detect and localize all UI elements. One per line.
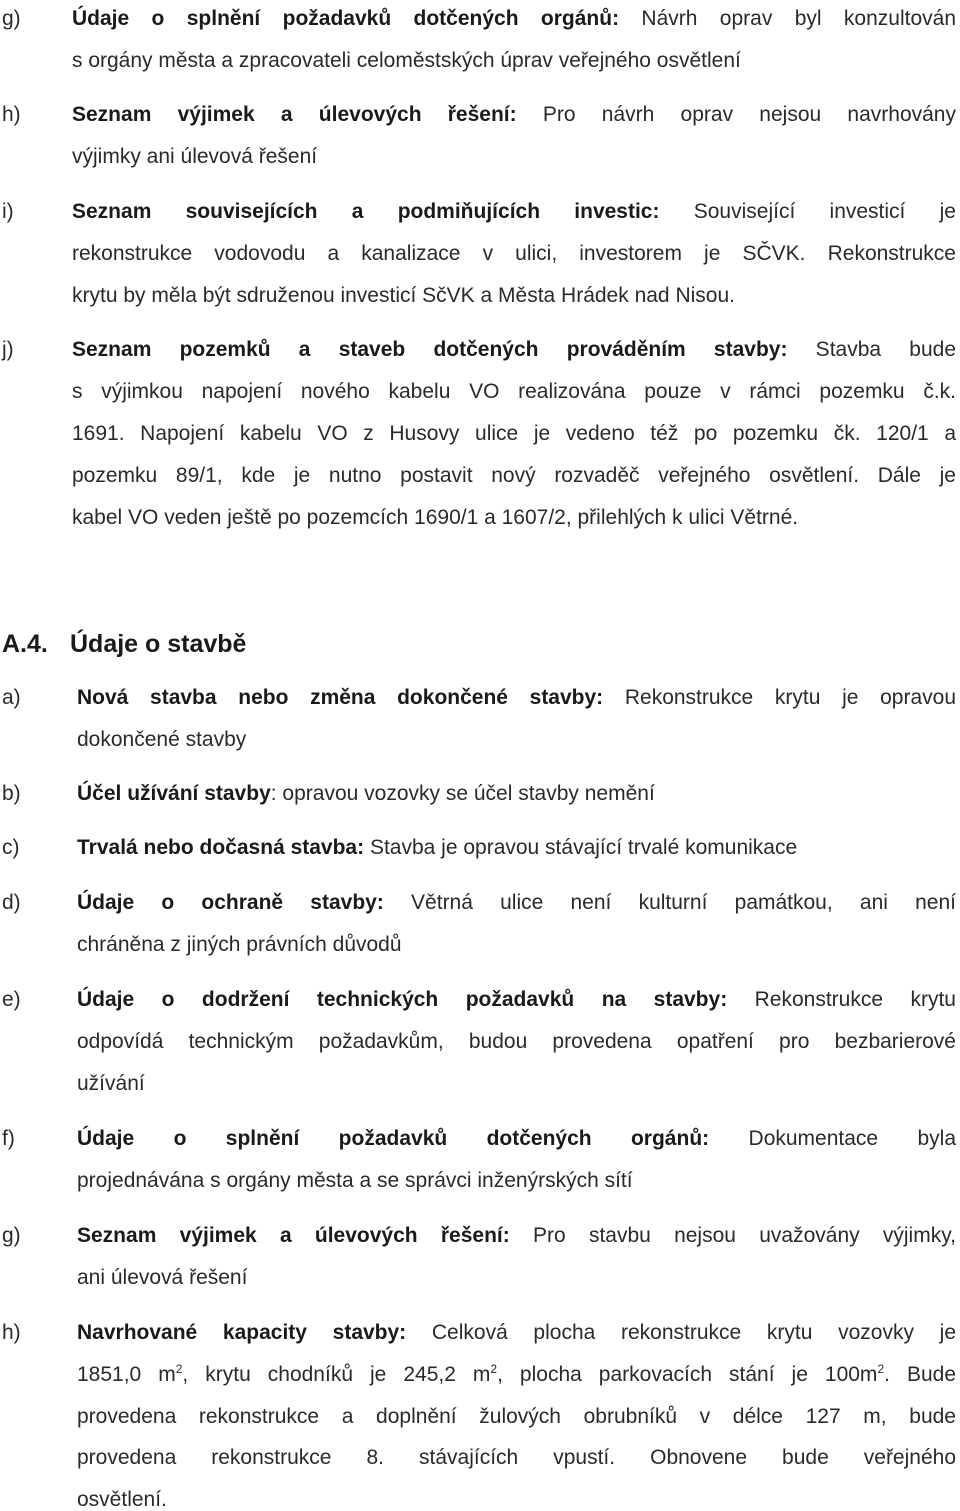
text-line: ani úlevová řešení [77,1266,248,1289]
text-line: 1851,0 $m^2$, krytu chodníků je 245,2 $m^2$, plocha parkovacích stání je $100m^2$. Bude [77,1362,957,1386]
list-marker: a) [2,686,21,709]
section-number: A.4. [2,630,48,658]
list-marker: e) [2,988,21,1011]
list-item-a [2,687,956,757]
list-marker: h) [2,1321,21,1344]
list-marker: g) [2,7,21,30]
text-line: s výjimkou napojení nového kabelu VO realizována pouze v rámci pozemku č.k. [72,380,956,403]
superscript: 2 [175,1362,183,1377]
text-line: Údaje o ochraně stavby: Větrná ulice není kulturní památkou, ani není [77,891,956,914]
list-item-i-upper [2,201,956,311]
text-line: provedena rekonstrukce 8. stávajících vpustí. Obnovene bude veřejného [77,1446,956,1469]
list-item-e [2,989,956,1099]
text-line: osvětlení. [77,1488,167,1511]
list-item-g [2,1225,956,1295]
text-line: 1691. Napojení kabelu VO z Husovy ulice je vedeno též po pozemku čk. 120/1 a [72,422,956,445]
text-line: chráněna z jiných právních důvodů [77,933,402,956]
text-line: Trvalá nebo dočasná stavba: Stavba je opravou stávající trvalé komunikace [77,836,798,859]
text-line: odpovídá technickým požadavkům, budou provedena opatření pro bezbarierové [77,1030,956,1053]
text-line: krytu by měla být sdruženou investicí SčVK a Města Hrádek nad Nisou. [72,284,735,307]
text-line: provedena rekonstrukce a doplnění žulových obrubníků v délce 127 m, bude [77,1405,956,1428]
superscript: 2 [490,1362,498,1377]
list-item-g-upper [2,8,956,78]
text-line: Údaje o dodržení technických požadavků na stavby: Rekonstrukce krytu [77,988,956,1011]
text-line: Údaje o splnění požadavků dotčených orgánů: Návrh oprav byl konzultován [72,7,956,30]
text-line: Seznam pozemků a staveb dotčených prováděním stavby: Stavba bude [72,338,956,361]
list-item-h [2,1321,957,1511]
text-line: užívání [77,1072,145,1095]
list-item-f [2,1128,956,1198]
text-line: Seznam souvisejících a podmiňujících investic: Související investicí je [72,200,956,223]
list-item-j-upper [2,339,956,529]
list-marker: d) [2,891,21,914]
section-title: Údaje o stavbě [70,630,247,658]
list-marker: g) [2,1224,21,1247]
text-line: pozemku 89/1, kde je nutno postavit nový rozvaděč veřejného osvětlení. Dále je [72,464,956,487]
text-line: výjimky ani úlevová řešení [72,145,318,168]
list-item-b [2,783,956,809]
text-line: Navrhované kapacity stavby: Celková plocha rekonstrukce krytu vozovky je [77,1321,957,1344]
text-line: Účel užívání stavby: opravou vozovky se účel stavby nemění [77,782,655,805]
text-line: rekonstrukce vodovodu a kanalizace v ulici, investorem je SČVK. Rekonstrukce [72,242,956,265]
list-marker: c) [2,836,20,859]
section-heading [2,632,246,657]
list-marker: h) [2,103,21,126]
text-line: Seznam výjimek a úlevových řešení: Pro stavbu nejsou uvažovány výjimky, [77,1224,956,1247]
text-line: projednávána s orgány města a se správci inženýrských sítí [77,1169,633,1192]
list-marker: j) [2,338,14,361]
superscript: 2 [877,1362,885,1377]
text-line: kabel VO veden ještě po pozemcích 1690/1 a 1607/2, přilehlých k ulici Větrné. [72,506,799,529]
list-marker: i) [2,200,14,223]
text-line: s orgány města a zpracovateli celoměstských úprav veřejného osvětlení [72,49,741,72]
text-line: Seznam výjimek a úlevových řešení: Pro návrh oprav nejsou navrhovány [72,103,956,126]
list-marker: f) [2,1127,15,1150]
list-item-d [2,892,956,962]
text-line: Nová stavba nebo změna dokončené stavby: Rekonstrukce krytu je opravou [77,686,957,709]
list-item-c [2,837,956,863]
text-line: Údaje o splnění požadavků dotčených orgánů: Dokumentace byla [77,1127,956,1150]
list-marker: b) [2,782,21,805]
list-item-h-upper [2,104,956,174]
text-line: dokončené stavby [77,728,247,751]
